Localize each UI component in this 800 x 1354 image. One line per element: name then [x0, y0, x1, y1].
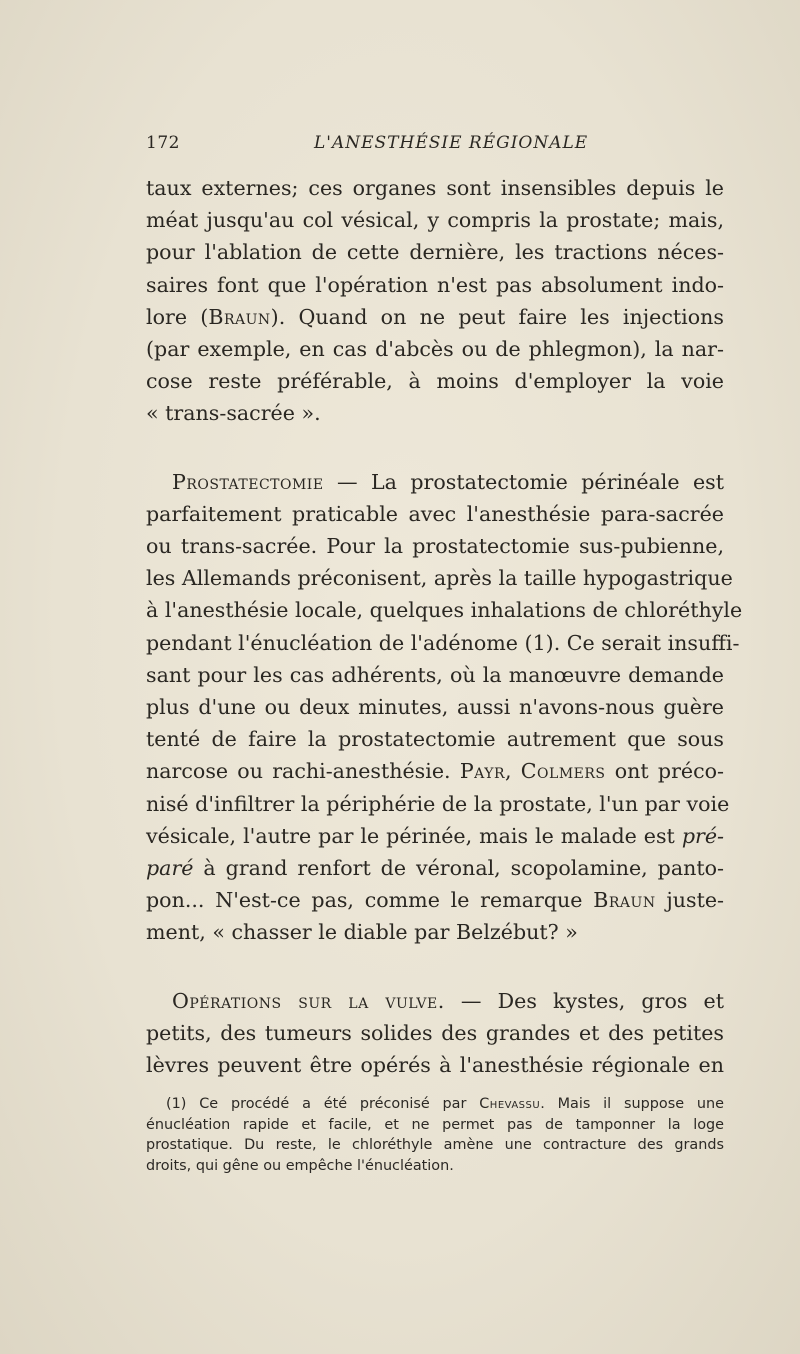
section-heading: Opérations sur la vulve.	[172, 988, 445, 1013]
paragraph-prostatectomie	[146, 466, 743, 949]
footnote-line: (1) Ce procédé a été préconisé par Chevassu. Mais il suppose une	[166, 1096, 724, 1112]
text-line: paré à grand renfort de véronal, scopolamine, panto-	[146, 856, 724, 881]
running-title: L'ANESTHÉSIE RÉGIONALE	[314, 133, 589, 153]
text-line: lore (Braun). Quand on ne peut faire les injections	[146, 304, 724, 329]
page-number: 172	[146, 133, 180, 153]
footnote-line: énucléation rapide et facile, et ne permet pas de tamponner la loge	[146, 1116, 724, 1133]
text-line: ou trans-sacrée. Pour la prostatectomie sus-pubienne,	[146, 534, 724, 559]
text-line: sant pour les cas adhérents, où la manœuvre demande	[146, 662, 724, 687]
main-text	[146, 172, 743, 1081]
text-line: Prostatectomie — La prostatectomie périnéale est	[172, 469, 724, 494]
text-line: saires font que l'opération n'est pas absolument indo-	[146, 272, 724, 297]
footnote-line: droits, qui gêne ou empêche l'énucléation.	[146, 1157, 454, 1174]
author-name: Chevassu	[479, 1096, 541, 1112]
page-header	[146, 133, 726, 159]
text-line: narcose ou rachi-anesthésie. Payr, Colmers ont préco-	[146, 759, 725, 784]
text-line: « trans-sacrée ».	[146, 401, 321, 426]
footnote-line: prostatique. Du reste, le chloréthyle amène une contracture des grands	[146, 1137, 724, 1153]
text-line: Opérations sur la vulve. — Des kystes, gros et	[172, 988, 725, 1013]
author-name: Payr	[459, 759, 505, 784]
section-heading: Prostatectomie	[172, 469, 324, 494]
paragraph-vulve	[146, 985, 724, 1082]
author-name: Braun	[593, 888, 656, 913]
paragraph-urology	[146, 172, 724, 430]
text-line: cose reste préférable, à moins d'employer la voie	[146, 369, 724, 394]
author-name: Colmers	[520, 759, 606, 784]
text-line: pon... N'est-ce pas, comme le remarque Braun juste-	[146, 888, 724, 913]
text-line: lèvres peuvent être opérés à l'anesthésie régionale en	[146, 1053, 724, 1078]
italic-text: pré-	[681, 823, 724, 848]
text-line: parfaitement praticable avec l'anesthésie para-sacrée	[146, 501, 724, 526]
text-line: petits, des tumeurs solides des grandes et des petites	[146, 1020, 724, 1045]
footnote	[146, 1094, 724, 1176]
text-line: plus d'une ou deux minutes, aussi n'avons-nous guère	[146, 695, 724, 720]
text-line: pendant l'énucléation de l'adénome (1). Ce serait insuffi-	[146, 630, 740, 655]
italic-text: paré	[146, 856, 194, 881]
text-line: ment, « chasser le diable par Belzébut? »	[146, 920, 578, 945]
author-name: Braun	[208, 304, 271, 329]
text-line: taux externes; ces organes sont insensibles depuis le	[146, 176, 724, 200]
text-line: pour l'ablation de cette dernière, les tractions néces-	[146, 240, 724, 265]
text-line: vésicale, l'autre par le périnée, mais le malade est pré-	[146, 823, 724, 848]
text-line: (par exemple, en cas d'abcès ou de phlegmon), la nar-	[146, 337, 724, 362]
text-line: nisé d'infiltrer la périphérie de la prostate, l'un par voie	[146, 791, 730, 816]
text-line: méat jusqu'au col vésical, y compris la prostate; mais,	[146, 208, 724, 233]
text-line: à l'anesthésie locale, quelques inhalations de chloréthyle	[146, 598, 743, 623]
text-line: tenté de faire la prostatectomie autrement que sous	[146, 727, 724, 752]
text-line: les Allemands préconisent, après la taille hypogastrique	[146, 566, 733, 591]
